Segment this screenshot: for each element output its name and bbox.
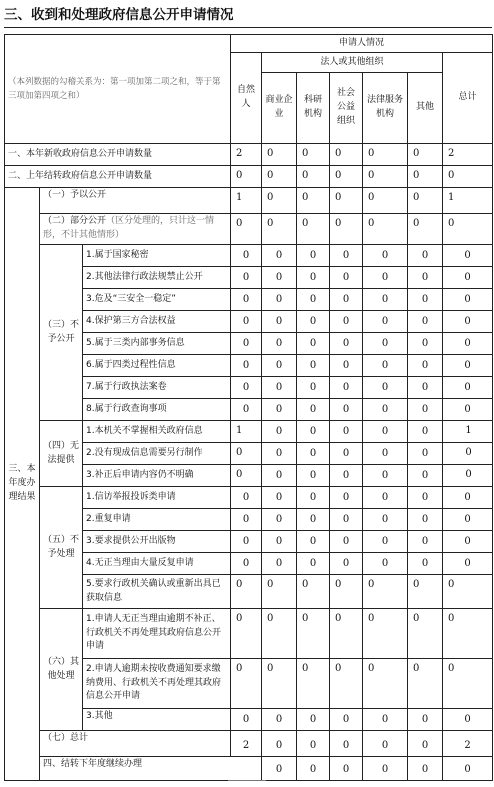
cell: 0: [330, 553, 363, 575]
cell: 0: [363, 443, 408, 465]
cell: 0: [231, 267, 262, 289]
cell: 0: [443, 245, 493, 267]
cell: 0: [408, 731, 443, 757]
cell: 0: [262, 509, 297, 531]
cell: 0: [330, 166, 363, 188]
cell: 0: [297, 333, 330, 355]
cell: 0: [408, 245, 443, 267]
cell: 0: [262, 144, 297, 166]
cell: 0: [231, 609, 262, 659]
cell: 0: [363, 166, 408, 188]
row-label: 一、本年新收政府信息公开申请数量: [5, 144, 231, 166]
cell: 0: [330, 443, 363, 465]
cell: 0: [363, 377, 408, 399]
cell: 0: [363, 267, 408, 289]
row-label: 1.信访举报投诉类申请: [83, 487, 231, 509]
row-label: 8.属于行政查询事项: [83, 399, 231, 421]
cell: 0: [408, 333, 443, 355]
cell: 0: [262, 188, 297, 214]
row-label: 3.要求提供公开出版物: [83, 531, 231, 553]
cell: 0: [443, 509, 493, 531]
row-label: 3.补正后申请内容仍不明确: [83, 465, 231, 487]
cell: 0: [262, 709, 297, 731]
cell: 0: [262, 267, 297, 289]
cell: 0: [363, 245, 408, 267]
cell: 0: [297, 214, 330, 245]
cell: 0: [408, 443, 443, 465]
cell: 0: [262, 487, 297, 509]
research-header: 科研机构: [297, 73, 330, 144]
cell: 0: [408, 214, 443, 245]
cell: 0: [363, 509, 408, 531]
cell: 0: [262, 333, 297, 355]
cell: 0: [363, 757, 408, 781]
cell: 0: [408, 509, 443, 531]
cell: 0: [262, 575, 297, 609]
cell: 0: [297, 421, 330, 443]
cell: 0: [330, 757, 363, 781]
table-row: [5, 757, 493, 781]
cell: 0: [363, 289, 408, 311]
natural-person-header: 自然人: [231, 53, 262, 144]
cell: 0: [231, 553, 262, 575]
cell: 0: [443, 377, 493, 399]
cell: 0: [408, 487, 443, 509]
row-label: 6.属于四类过程性信息: [83, 355, 231, 377]
page-divider: [228, 780, 266, 781]
row-label: （一）予以公开: [40, 188, 231, 214]
cell: 0: [330, 487, 363, 509]
cell: 2: [231, 144, 262, 166]
cell: 0: [231, 355, 262, 377]
cell: 0: [231, 659, 262, 709]
cell: 0: [443, 531, 493, 553]
disclosure-statistics-table: [4, 34, 493, 781]
cell: 0: [363, 188, 408, 214]
cell: 0: [262, 465, 297, 487]
cell: 0: [262, 214, 297, 245]
row-label: 四、结转下年度继续办理: [40, 757, 262, 781]
cell: 0: [443, 553, 493, 575]
cell: 0: [363, 311, 408, 333]
cell: 0: [363, 553, 408, 575]
cell: 0: [443, 709, 493, 731]
cell: 0: [443, 443, 493, 465]
cell: 0: [231, 531, 262, 553]
cell: 0: [262, 731, 297, 757]
cell: 1: [231, 421, 262, 443]
table-row: [5, 731, 493, 757]
cell: 0: [363, 144, 408, 166]
row-label: 2.申请人逾期未按收费通知要求缴纳费用、行政机关不再处理其政府信息公开申请: [83, 659, 231, 709]
partial-label-main: （二）部分公开: [43, 216, 107, 226]
cell: 0: [231, 245, 262, 267]
cell: 0: [408, 188, 443, 214]
cell: 0: [297, 355, 330, 377]
row-label: 1.本机关不掌握相关政府信息: [83, 421, 231, 443]
cell: 0: [297, 443, 330, 465]
cell: 0: [408, 267, 443, 289]
cell: 0: [297, 465, 330, 487]
partial-label-note: （区分处理的，只计这一情形，不计其他情形）: [43, 216, 215, 240]
cell: 0: [297, 289, 330, 311]
cell: 0: [363, 531, 408, 553]
cell: 0: [262, 531, 297, 553]
cell: 0: [231, 575, 262, 609]
cell: 0: [443, 757, 493, 781]
table-row: [5, 421, 493, 443]
cell: 0: [408, 421, 443, 443]
cell: 0: [443, 575, 493, 609]
cell: 0: [262, 311, 297, 333]
cell: 0: [231, 509, 262, 531]
cell: 0: [330, 421, 363, 443]
row-label: 4.保护第三方合法权益: [83, 311, 231, 333]
row-label: 1.申请人无正当理由逾期不补正、行政机关不再处理其政府信息公开申请: [83, 609, 231, 659]
row-label: 3.其他: [83, 709, 231, 731]
cell: 0: [297, 709, 330, 731]
cell: 0: [330, 267, 363, 289]
cell: 0: [408, 355, 443, 377]
cell: 0: [262, 166, 297, 188]
row-label: 4.无正当理由大量反复申请: [83, 553, 231, 575]
cell: 0: [297, 245, 330, 267]
group-label-other-handling: （六）其他处理: [40, 609, 83, 731]
cell: 0: [443, 465, 493, 487]
row-label: 5.属于三类内部事务信息: [83, 333, 231, 355]
cell: 0: [297, 731, 330, 757]
cell: 0: [297, 399, 330, 421]
group-label-unable: （四）无法提供: [40, 421, 83, 487]
cell: 0: [262, 399, 297, 421]
row-label: 2.重复申请: [83, 509, 231, 531]
cell: 0: [231, 465, 262, 487]
cell: 0: [363, 709, 408, 731]
table-row: [5, 487, 493, 509]
cell: 0: [363, 575, 408, 609]
cell: 0: [363, 355, 408, 377]
total-header: 总计: [443, 53, 493, 144]
cell: 0: [262, 289, 297, 311]
cell: 0: [231, 311, 262, 333]
cell: 0: [297, 487, 330, 509]
cell: 0: [363, 333, 408, 355]
row-label: 二、上年结转政府信息公开申请数量: [5, 166, 231, 188]
commercial-header: 商业企业: [262, 73, 297, 144]
row-label: 5.要求行政机关确认或重新出具已获取信息: [83, 575, 231, 609]
cell: 0: [231, 333, 262, 355]
cell: 0: [330, 188, 363, 214]
legal-service-header: 法律服务机构: [363, 73, 408, 144]
row-label: 1.属于国家秘密: [83, 245, 231, 267]
cell: 2: [231, 731, 262, 757]
cell: 0: [363, 465, 408, 487]
cell: 0: [297, 311, 330, 333]
cell: 1: [443, 421, 493, 443]
cell: 0: [231, 443, 262, 465]
cell: 0: [443, 487, 493, 509]
cell: 0: [330, 509, 363, 531]
cell: 0: [330, 465, 363, 487]
cell: 0: [330, 377, 363, 399]
cell: 2: [443, 144, 493, 166]
cell: 1: [443, 188, 493, 214]
cell: 0: [330, 531, 363, 553]
cell: 0: [231, 487, 262, 509]
applicant-situation-header: 申请人情况: [231, 35, 493, 53]
cell: 0: [231, 377, 262, 399]
cell: 0: [231, 399, 262, 421]
cell: 0: [262, 443, 297, 465]
social-welfare-header: 社会公益组织: [330, 73, 363, 144]
cell: 0: [297, 144, 330, 166]
cell: 0: [297, 757, 330, 781]
header-note: （本列数据的勾稽关系为：第一项加第二项之和，等于第三项加第四项之和）: [5, 35, 231, 144]
cell: 0: [330, 575, 363, 609]
row-label-partial: [40, 214, 231, 245]
row-label: 2.其他法律行政法规禁止公开: [83, 267, 231, 289]
cell: 0: [297, 509, 330, 531]
cell: 0: [262, 609, 297, 659]
cell: 0: [408, 659, 443, 709]
cell: 0: [443, 355, 493, 377]
cell: 0: [297, 553, 330, 575]
cell: 0: [408, 311, 443, 333]
header-row-1: [5, 35, 493, 53]
cell: 0: [443, 166, 493, 188]
cell: 0: [408, 377, 443, 399]
cell: 0: [262, 421, 297, 443]
cell: 0: [408, 575, 443, 609]
cell: 0: [443, 267, 493, 289]
row-label: 3.危及“三安全一稳定”: [83, 289, 231, 311]
cell: 0: [297, 531, 330, 553]
cell: 0: [408, 144, 443, 166]
cell: 0: [297, 609, 330, 659]
legal-and-others-header: 法人或其他组织: [262, 53, 443, 73]
cell: 0: [408, 399, 443, 421]
cell: 0: [330, 214, 363, 245]
group-label-not-handled: （五）不予处理: [40, 487, 83, 609]
cell: 0: [231, 709, 262, 731]
table-row: [5, 609, 493, 659]
cell: 0: [297, 166, 330, 188]
cell: 0: [297, 188, 330, 214]
table-row: [5, 214, 493, 245]
cell: 0: [330, 399, 363, 421]
cell: 0: [363, 214, 408, 245]
cell: 2: [443, 731, 493, 757]
cell: 0: [297, 575, 330, 609]
cell: 0: [443, 311, 493, 333]
group-label-not-disclosed: （三）不予公开: [40, 245, 83, 421]
cell: 1: [231, 188, 262, 214]
row-label: （七）总计: [40, 731, 231, 757]
cell: 0: [231, 166, 262, 188]
cell: 0: [408, 166, 443, 188]
cell: 0: [443, 609, 493, 659]
cell: 0: [443, 399, 493, 421]
cell: 0: [297, 267, 330, 289]
cell: 0: [297, 659, 330, 709]
cell: 0: [330, 659, 363, 709]
cell: 0: [408, 553, 443, 575]
cell: 0: [408, 757, 443, 781]
cell: 0: [262, 659, 297, 709]
cell: 0: [408, 609, 443, 659]
row-label: 2.没有现成信息需要另行制作: [83, 443, 231, 465]
table-row: [5, 188, 493, 214]
cell: 0: [408, 709, 443, 731]
row-label: 7.属于行政执法案卷: [83, 377, 231, 399]
cell: 0: [330, 333, 363, 355]
table-row: [5, 245, 493, 267]
cell: 0: [231, 214, 262, 245]
cell: 0: [231, 289, 262, 311]
cell: 0: [330, 245, 363, 267]
cell: 0: [443, 659, 493, 709]
cell: 0: [408, 531, 443, 553]
cell: 0: [330, 355, 363, 377]
cell: 0: [330, 609, 363, 659]
cell: 0: [443, 333, 493, 355]
cell: 0: [408, 289, 443, 311]
cell: 0: [330, 709, 363, 731]
cell: 0: [330, 311, 363, 333]
cell: 0: [262, 757, 297, 781]
results-section-label: 三、本年度办理结果: [5, 188, 40, 781]
cell: 0: [262, 377, 297, 399]
section-title: 三、收到和处理政府信息公开申请情况: [4, 3, 492, 28]
cell: 0: [363, 609, 408, 659]
cell: 0: [443, 214, 493, 245]
cell: 0: [443, 289, 493, 311]
cell: 0: [363, 487, 408, 509]
cell: 0: [363, 421, 408, 443]
cell: 0: [262, 553, 297, 575]
other-header: 其他: [408, 73, 443, 144]
cell: 0: [262, 245, 297, 267]
cell: 0: [262, 355, 297, 377]
table-row: [5, 144, 493, 166]
cell: 0: [330, 144, 363, 166]
cell: 0: [363, 659, 408, 709]
cell: 0: [363, 731, 408, 757]
table-row: [5, 166, 493, 188]
cell: 0: [330, 731, 363, 757]
cell: 0: [363, 399, 408, 421]
cell: 0: [408, 465, 443, 487]
cell: 0: [330, 289, 363, 311]
cell: 0: [297, 377, 330, 399]
